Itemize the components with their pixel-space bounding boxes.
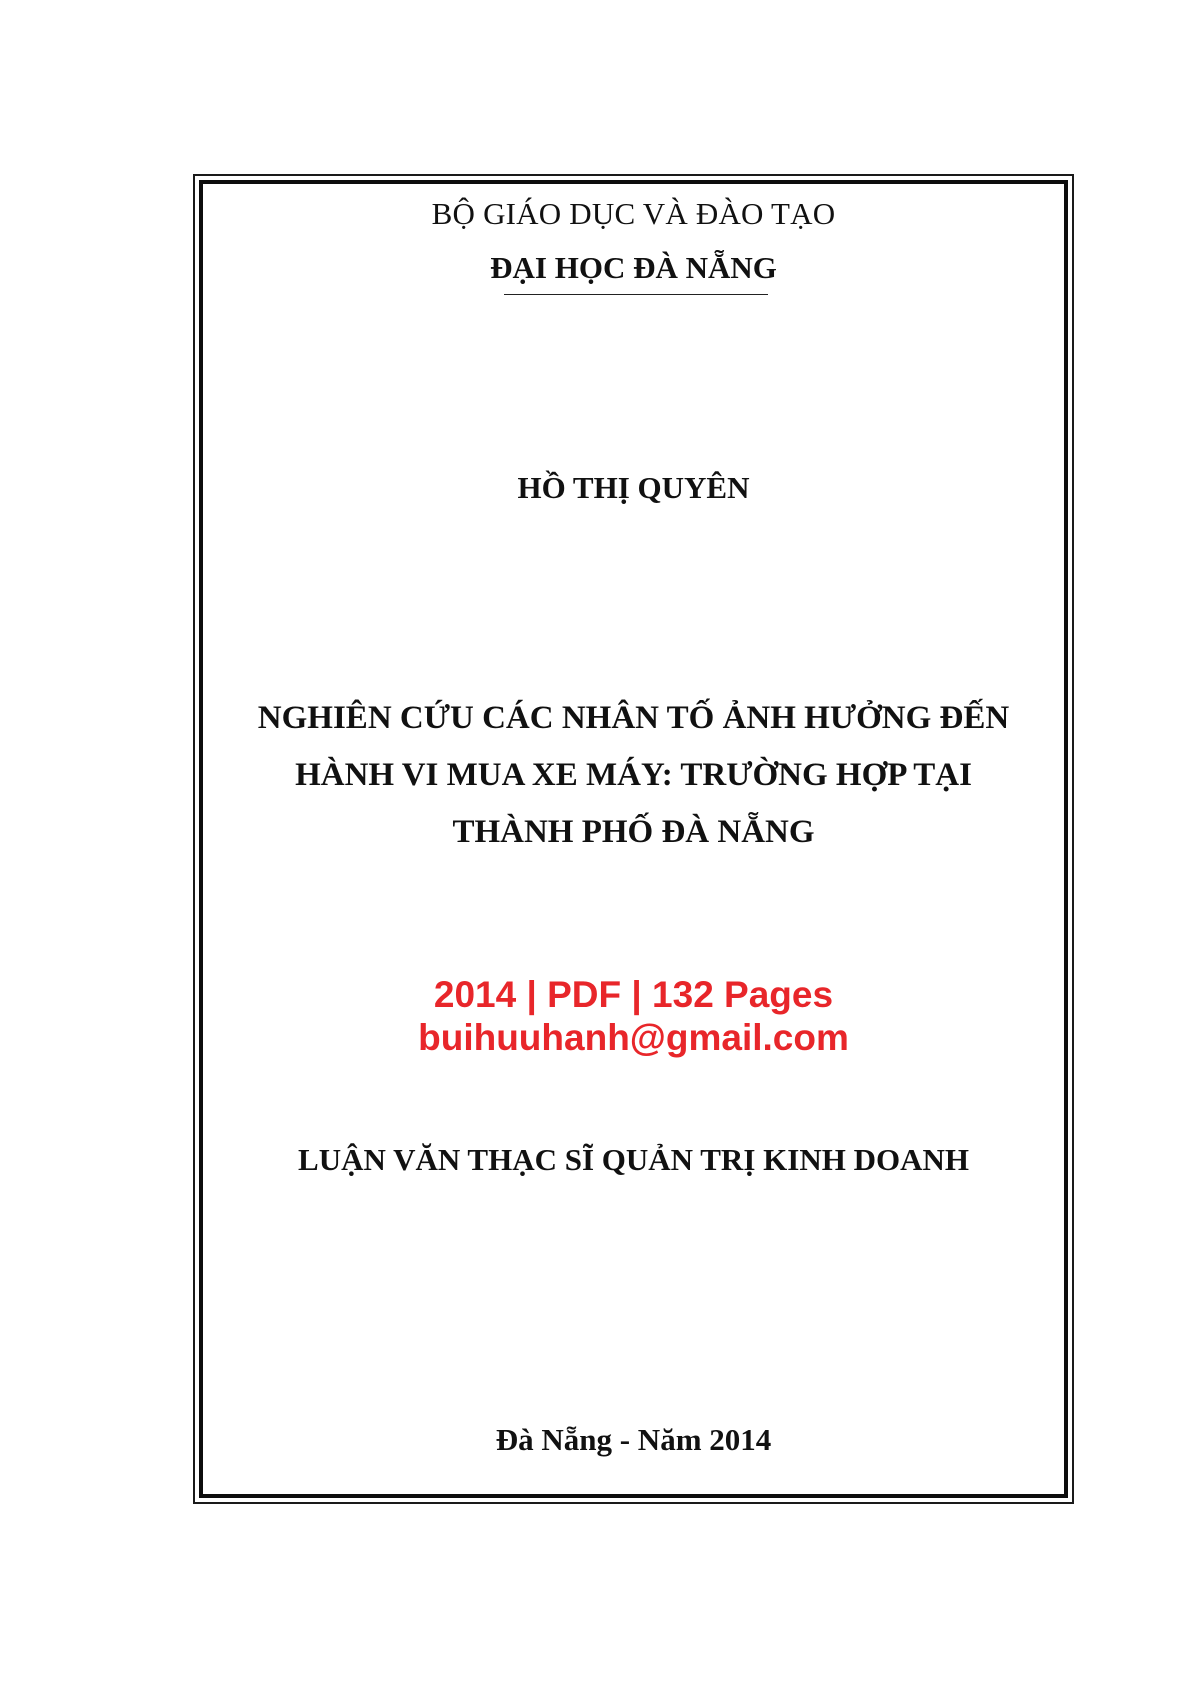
university-name: ĐẠI HỌC ĐÀ NẴNG	[490, 250, 777, 285]
watermark-email: buihuuhanh@gmail.com	[418, 1017, 849, 1058]
thesis-title-line: NGHIÊN CỨU CÁC NHÂN TỐ ẢNH HƯỞNG ĐẾN	[257, 700, 1010, 736]
thesis-title-line: HÀNH VI MUA XE MÁY: TRƯỜNG HỢP TẠI	[295, 757, 972, 793]
university-underline	[504, 294, 768, 295]
thesis-title	[199, 690, 1068, 861]
ministry-name: BỘ GIÁO DỤC VÀ ĐÀO TẠO	[431, 196, 836, 231]
watermark-info: 2014 | PDF | 132 Pages	[433, 974, 834, 1015]
author-name: HỒ THỊ QUYÊN	[517, 470, 750, 505]
place-and-year: Đà Nẵng - Năm 2014	[495, 1422, 772, 1457]
degree-type: LUẬN VĂN THẠC SĨ QUẢN TRỊ KINH DOANH	[298, 1142, 969, 1177]
thesis-title-line: THÀNH PHỐ ĐÀ NẴNG	[452, 814, 815, 850]
